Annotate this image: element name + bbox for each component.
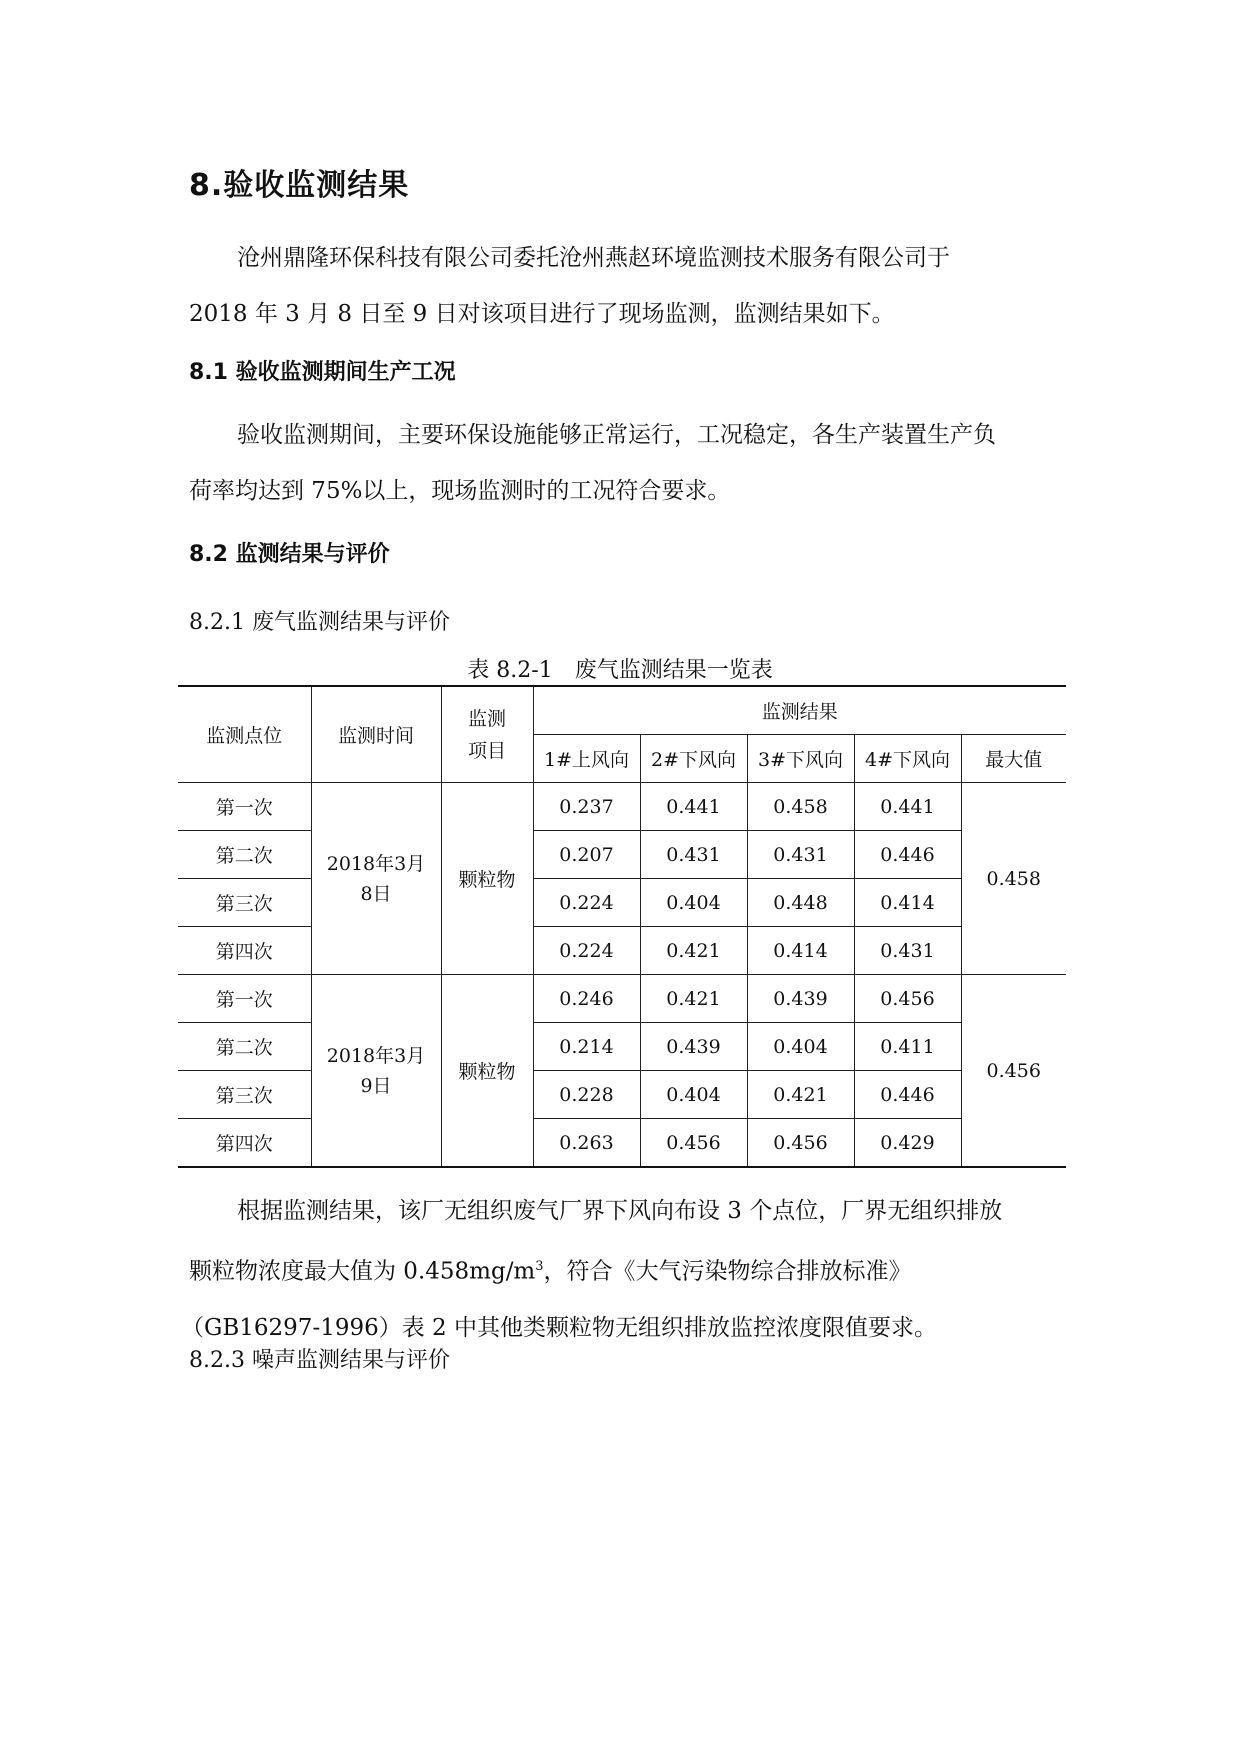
value-cell: 0.439	[747, 975, 854, 1023]
section-8-1-paragraph	[189, 407, 1059, 519]
value-cell: 0.431	[854, 927, 961, 975]
value-cell: 0.414	[747, 927, 854, 975]
intro-paragraph	[189, 230, 1059, 342]
item-cell: 颗粒物	[441, 975, 533, 1168]
value-cell: 0.448	[747, 879, 854, 927]
value-cell: 0.456	[747, 1119, 854, 1168]
date-cell	[311, 783, 441, 975]
section-8-2-title: 8.2 监测结果与评价	[189, 542, 390, 567]
conclusion-line-1: 根据监测结果，该厂无组织废气厂界下风向布设 3 个点位，厂界无组织排放	[237, 1198, 1003, 1224]
row-label-cell: 第一次	[178, 975, 311, 1023]
section-8-1-line-2: 荷率均达到 75%以上，现场监测时的工况符合要求。	[189, 478, 731, 504]
section-8-2-3-title: 8.2.3 噪声监测结果与评价	[189, 1348, 450, 1373]
max-value-cell: 0.458	[961, 783, 1066, 975]
row-label-cell: 第二次	[178, 1023, 311, 1071]
date-text: 2018年3月8日	[326, 852, 426, 905]
row-label-cell: 第四次	[178, 1119, 311, 1168]
conclusion-line-2a: 颗粒物浓度最大值为 0.458mg/m	[189, 1258, 536, 1285]
intro-line-2: 2018 年 3 月 8 日至 9 日对该项目进行了现场监测，监测结果如下。	[189, 301, 895, 327]
value-cell: 0.404	[640, 1071, 747, 1119]
section-8-1-title: 8.1 验收监测期间生产工况	[189, 360, 456, 385]
date-text: 2018年3月9日	[326, 1044, 426, 1097]
conclusion-line-2b: ，符合《大气污染物综合排放标准》	[543, 1258, 912, 1285]
value-cell: 0.214	[533, 1023, 640, 1071]
header-col-4: 4#下风向	[854, 735, 961, 783]
section-8-1-line-1: 验收监测期间，主要环保设施能够正常运行，工况稳定，各生产装置生产负	[237, 422, 996, 448]
value-cell: 0.224	[533, 879, 640, 927]
max-value-cell: 0.456	[961, 975, 1066, 1168]
value-cell: 0.421	[640, 975, 747, 1023]
header-item-text: 监测项目	[467, 707, 506, 762]
row-label-cell: 第一次	[178, 783, 311, 831]
item-cell: 颗粒物	[441, 783, 533, 975]
row-label-cell: 第三次	[178, 879, 311, 927]
value-cell: 0.404	[747, 1023, 854, 1071]
value-cell: 0.224	[533, 927, 640, 975]
value-cell: 0.246	[533, 975, 640, 1023]
value-cell: 0.237	[533, 783, 640, 831]
header-item	[441, 686, 533, 783]
header-col-3: 3#下风向	[747, 735, 854, 783]
table-row	[178, 783, 1066, 831]
header-col-max: 最大值	[961, 735, 1066, 783]
value-cell: 0.421	[640, 927, 747, 975]
exhaust-monitoring-table	[178, 685, 1066, 1168]
value-cell: 0.456	[854, 975, 961, 1023]
header-col-1: 1#上风向	[533, 735, 640, 783]
value-cell: 0.228	[533, 1071, 640, 1119]
value-cell: 0.439	[640, 1023, 747, 1071]
section-8-2-1-title: 8.2.1 废气监测结果与评价	[189, 610, 450, 635]
value-cell: 0.207	[533, 831, 640, 879]
value-cell: 0.263	[533, 1119, 640, 1168]
value-cell: 0.421	[747, 1071, 854, 1119]
value-cell: 0.446	[854, 1071, 961, 1119]
value-cell: 0.431	[747, 831, 854, 879]
value-cell: 0.458	[747, 783, 854, 831]
header-col-2: 2#下风向	[640, 735, 747, 783]
conclusion-line-3: （GB16297-1996）表 2 中其他类颗粒物无组织排放监控浓度限值要求。	[181, 1314, 938, 1341]
date-cell	[311, 975, 441, 1168]
value-cell: 0.404	[640, 879, 747, 927]
value-cell: 0.411	[854, 1023, 961, 1071]
header-time: 监测时间	[311, 686, 441, 783]
value-cell: 0.446	[854, 831, 961, 879]
value-cell: 0.429	[854, 1119, 961, 1168]
conclusion-paragraph	[181, 1183, 1059, 1356]
unit-superscript: 3	[535, 1259, 544, 1274]
row-label-cell: 第二次	[178, 831, 311, 879]
value-cell: 0.414	[854, 879, 961, 927]
value-cell: 0.456	[640, 1119, 747, 1168]
value-cell: 0.431	[640, 831, 747, 879]
value-cell: 0.441	[640, 783, 747, 831]
table-caption: 表 8.2-1 废气监测结果一览表	[467, 658, 773, 683]
row-label-cell: 第三次	[178, 1071, 311, 1119]
header-point: 监测点位	[178, 686, 311, 783]
table-row	[178, 975, 1066, 1023]
intro-line-1: 沧州鼎隆环保科技有限公司委托沧州燕赵环境监测技术服务有限公司于	[237, 245, 950, 271]
chapter-heading: 8.验收监测结果	[189, 168, 410, 203]
value-cell: 0.441	[854, 783, 961, 831]
header-results: 监测结果	[533, 686, 1066, 735]
row-label-cell: 第四次	[178, 927, 311, 975]
conclusion-line-2	[189, 1239, 1059, 1300]
